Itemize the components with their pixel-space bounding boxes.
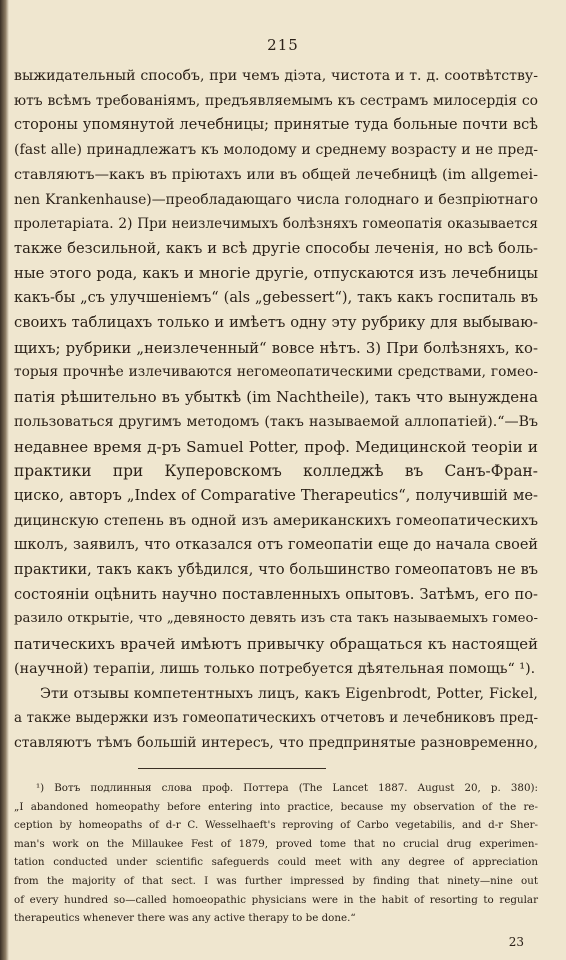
text-line: стороны упомянутой лечебницы; принятые туда больные почти всѣ — [14, 117, 538, 134]
text-line: пользоваться другимъ методомъ (такъ называемой аллопатіей).“—Въ — [14, 413, 538, 430]
footnote-line: man's work on the Millaukee Fest of 1879, proved tome that no crucial drug experimen- — [14, 837, 538, 850]
text-line: практики при Куперовскомъ колледжѣ въ Санъ-Фран- — [14, 462, 538, 481]
page-number: 215 — [267, 36, 299, 54]
text-line: разило открытіе, что „девяносто девять изъ ста такъ называемыхъ гомео- — [14, 611, 538, 627]
text-line: также безсильной, какъ и всѣ другіе способы леченія, но всѣ боль- — [14, 239, 538, 257]
text-line: выжидательный способъ, при чемъ діэта, чистота и т. д. соотвѣтству- — [14, 68, 538, 84]
text-line: (fast alle) принадлежатъ къ молодому и среднему возрасту и не пред- — [14, 142, 538, 159]
text-line: патическихъ врачей имѣютъ привычку обращаться къ настоящей — [14, 635, 538, 654]
footnote-line: tation conducted under scientific safeguerds could meet with any degree of appreciation — [14, 856, 538, 869]
text-line: дицинскую степень въ одной изъ американскихъ гомеопатическихъ — [14, 512, 538, 529]
text-line: а также выдержки изъ гомеопатическихъ отчетовъ и лечебниковъ пред- — [14, 710, 538, 727]
text-line: ютъ всѣмъ требованіямъ, предъявляемымъ къ сестрамъ милосердія со — [14, 92, 538, 109]
book-spine-shadow — [0, 0, 9, 960]
text-line: недавнее время д-ръ Samuel Potter, проф. Медицинской теоріи и — [14, 437, 538, 456]
main-text — [14, 64, 538, 756]
footnote-line: therapeutics whenever there was any active therapy to be done.“ — [14, 912, 356, 925]
text-line: nen Krankenhause)—преобладающаго числа голоднаго и безпріютнаго — [14, 191, 538, 208]
text-line: щихъ; рубрики „неизлеченный“ вовсе нѣтъ. 3) При болѣзняхъ, ко- — [14, 338, 538, 357]
text-line: пролетаріата. 2) При неизлечимыхъ болѣзняхъ гомеопатія оказывается — [14, 216, 538, 233]
text-line: циско, авторъ „Index of Comparative Therapeutics“, получившій ме- — [14, 486, 538, 504]
text-line: торыя прочнѣе излечиваются негомеопатическими средствами, гомео- — [14, 364, 538, 381]
text-line: школъ, заявилъ, что отказался отъ гомеопатіи еще до начала своей — [14, 537, 538, 554]
text-line: (научной) терапіи, лишь только потребуется дѣятельная помощь“ ¹). — [14, 660, 536, 677]
text-line: ставляютъ тѣмъ большій интересъ, что предпринятые разновременно, — [14, 734, 538, 751]
text-line: состояніи оцѣнить научно поставленныхъ опытовъ. Затѣмъ, его по- — [14, 585, 538, 603]
signature-mark: 23 — [508, 935, 524, 949]
text-line: какъ-бы „съ улучшеніемъ“ (als „gebessert“), такъ какъ госпиталь въ — [14, 290, 538, 307]
text-line: практики, такъ какъ убѣдился, что большинство гомеопатовъ не въ — [14, 562, 538, 579]
footnote-line: „I abandoned homeopathy before entering into practice, because my observation of the re- — [14, 800, 538, 813]
footnote-line: of every hundred so—called homoeopathic physicians were in the habit of resorting to regular — [14, 893, 538, 906]
footnotes — [14, 779, 538, 928]
text-line: Эти отзывы компетентныхъ лицъ, какъ Eigenbrodt, Potter, Fickel, — [40, 685, 538, 702]
footnote-divider — [138, 768, 326, 769]
text-line: ные этого рода, какъ и многіе другіе, отпускаются изъ лечебницы — [14, 264, 538, 282]
text-line: ставляютъ—какъ въ пріютахъ или въ общей лечебницѣ (im allgemei- — [14, 166, 538, 183]
footnote-line: ception by homeopaths of d-r C. Wesselhaeft's reproving of Carbo vegetabilis, and d-r Sher- — [14, 819, 538, 832]
text-line: патія рѣшительно въ убыткѣ (im Nachtheile), такъ что вынуждена — [14, 388, 538, 407]
text-line: своихъ таблицахъ только и имѣетъ одну эту рубрику для выбываю- — [14, 314, 538, 332]
footnote-line: ¹) Вотъ подлинныя слова проф. Поттера (The Lancet 1887. August 20, p. 380): — [36, 782, 538, 794]
footnote-line: from the majority of that sect. I was further impressed by finding that ninety—nine out — [14, 874, 538, 887]
